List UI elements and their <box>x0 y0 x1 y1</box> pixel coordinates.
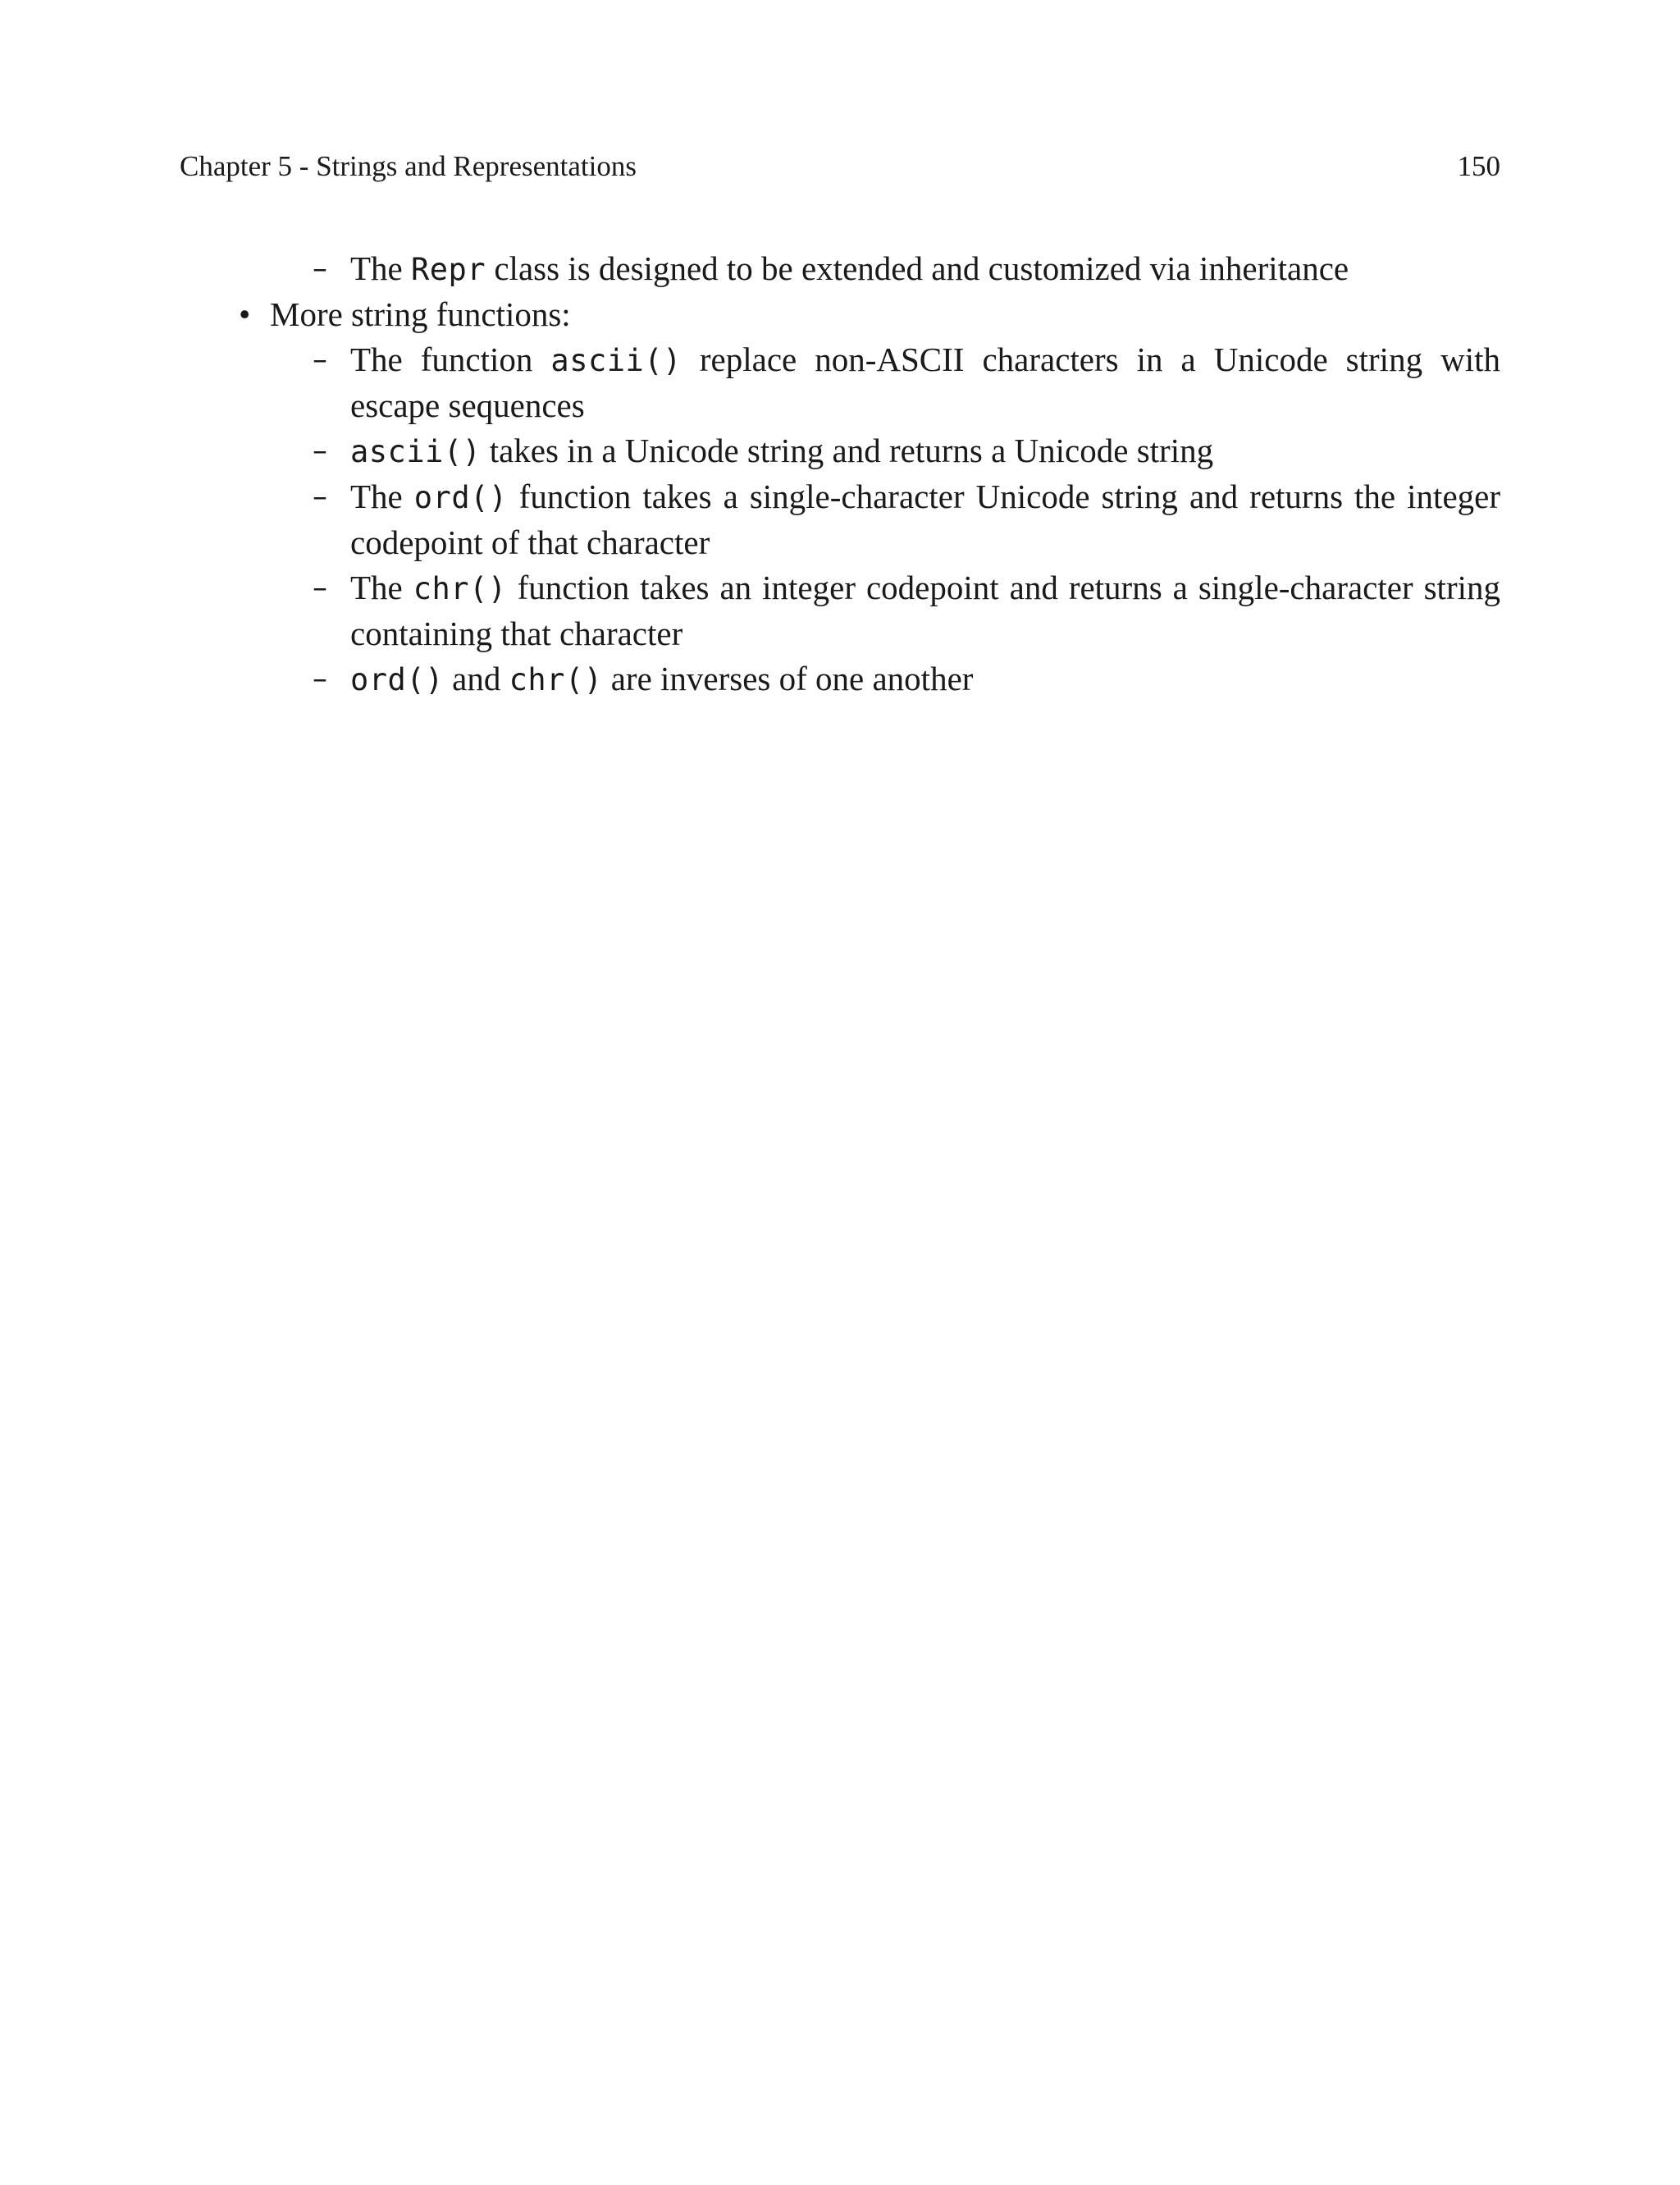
bullet-list <box>180 292 1500 337</box>
bullet-marker: • <box>239 295 251 333</box>
continued-sublist <box>180 246 1500 292</box>
dash-marker: – <box>313 343 327 377</box>
list-item <box>180 428 1500 474</box>
page-number: 150 <box>1457 150 1500 182</box>
code-repr: Repr <box>411 252 486 287</box>
item-text: function takes an integer codepoint and returns a single-character string containing that character <box>350 569 1500 652</box>
code-chr: chr() <box>413 571 507 606</box>
page-body <box>180 246 1500 702</box>
bullet-item <box>180 292 1500 337</box>
dash-marker: – <box>313 662 327 696</box>
dash-marker: – <box>313 571 327 605</box>
dash-marker: – <box>313 434 327 468</box>
item-text: replace non-ASCII characters in a Unicode string with escape sequences <box>350 341 1500 424</box>
item-text: class is designed to be extended and customized via inheritance <box>486 249 1349 287</box>
code-ord: ord() <box>350 662 444 697</box>
dash-marker: – <box>313 252 327 286</box>
list-item <box>180 656 1500 702</box>
dash-marker: – <box>313 480 327 514</box>
item-text: The <box>350 569 413 606</box>
item-text: are inverses of one another <box>602 660 974 697</box>
code-ascii: ascii() <box>550 343 682 378</box>
chapter-title: Chapter 5 - Strings and Representations <box>180 150 637 182</box>
list-item <box>180 246 1500 292</box>
item-text: The <box>350 478 414 515</box>
running-header <box>180 146 1500 187</box>
item-text: function takes a single-character Unicode string and returns the integer codepoint of that character <box>350 478 1500 561</box>
code-ord: ord() <box>413 480 508 515</box>
code-ascii: ascii() <box>350 434 482 469</box>
list-item <box>180 565 1500 656</box>
code-chr: chr() <box>509 662 603 697</box>
item-text: takes in a Unicode string and returns a Unicode string <box>481 432 1214 469</box>
list-item <box>180 337 1500 428</box>
bullet-label: More string functions: <box>270 295 571 333</box>
sublist <box>180 337 1500 702</box>
item-text: and <box>443 660 509 697</box>
list-item <box>180 474 1500 565</box>
item-text: The <box>350 249 411 287</box>
item-text: The function <box>350 341 551 378</box>
